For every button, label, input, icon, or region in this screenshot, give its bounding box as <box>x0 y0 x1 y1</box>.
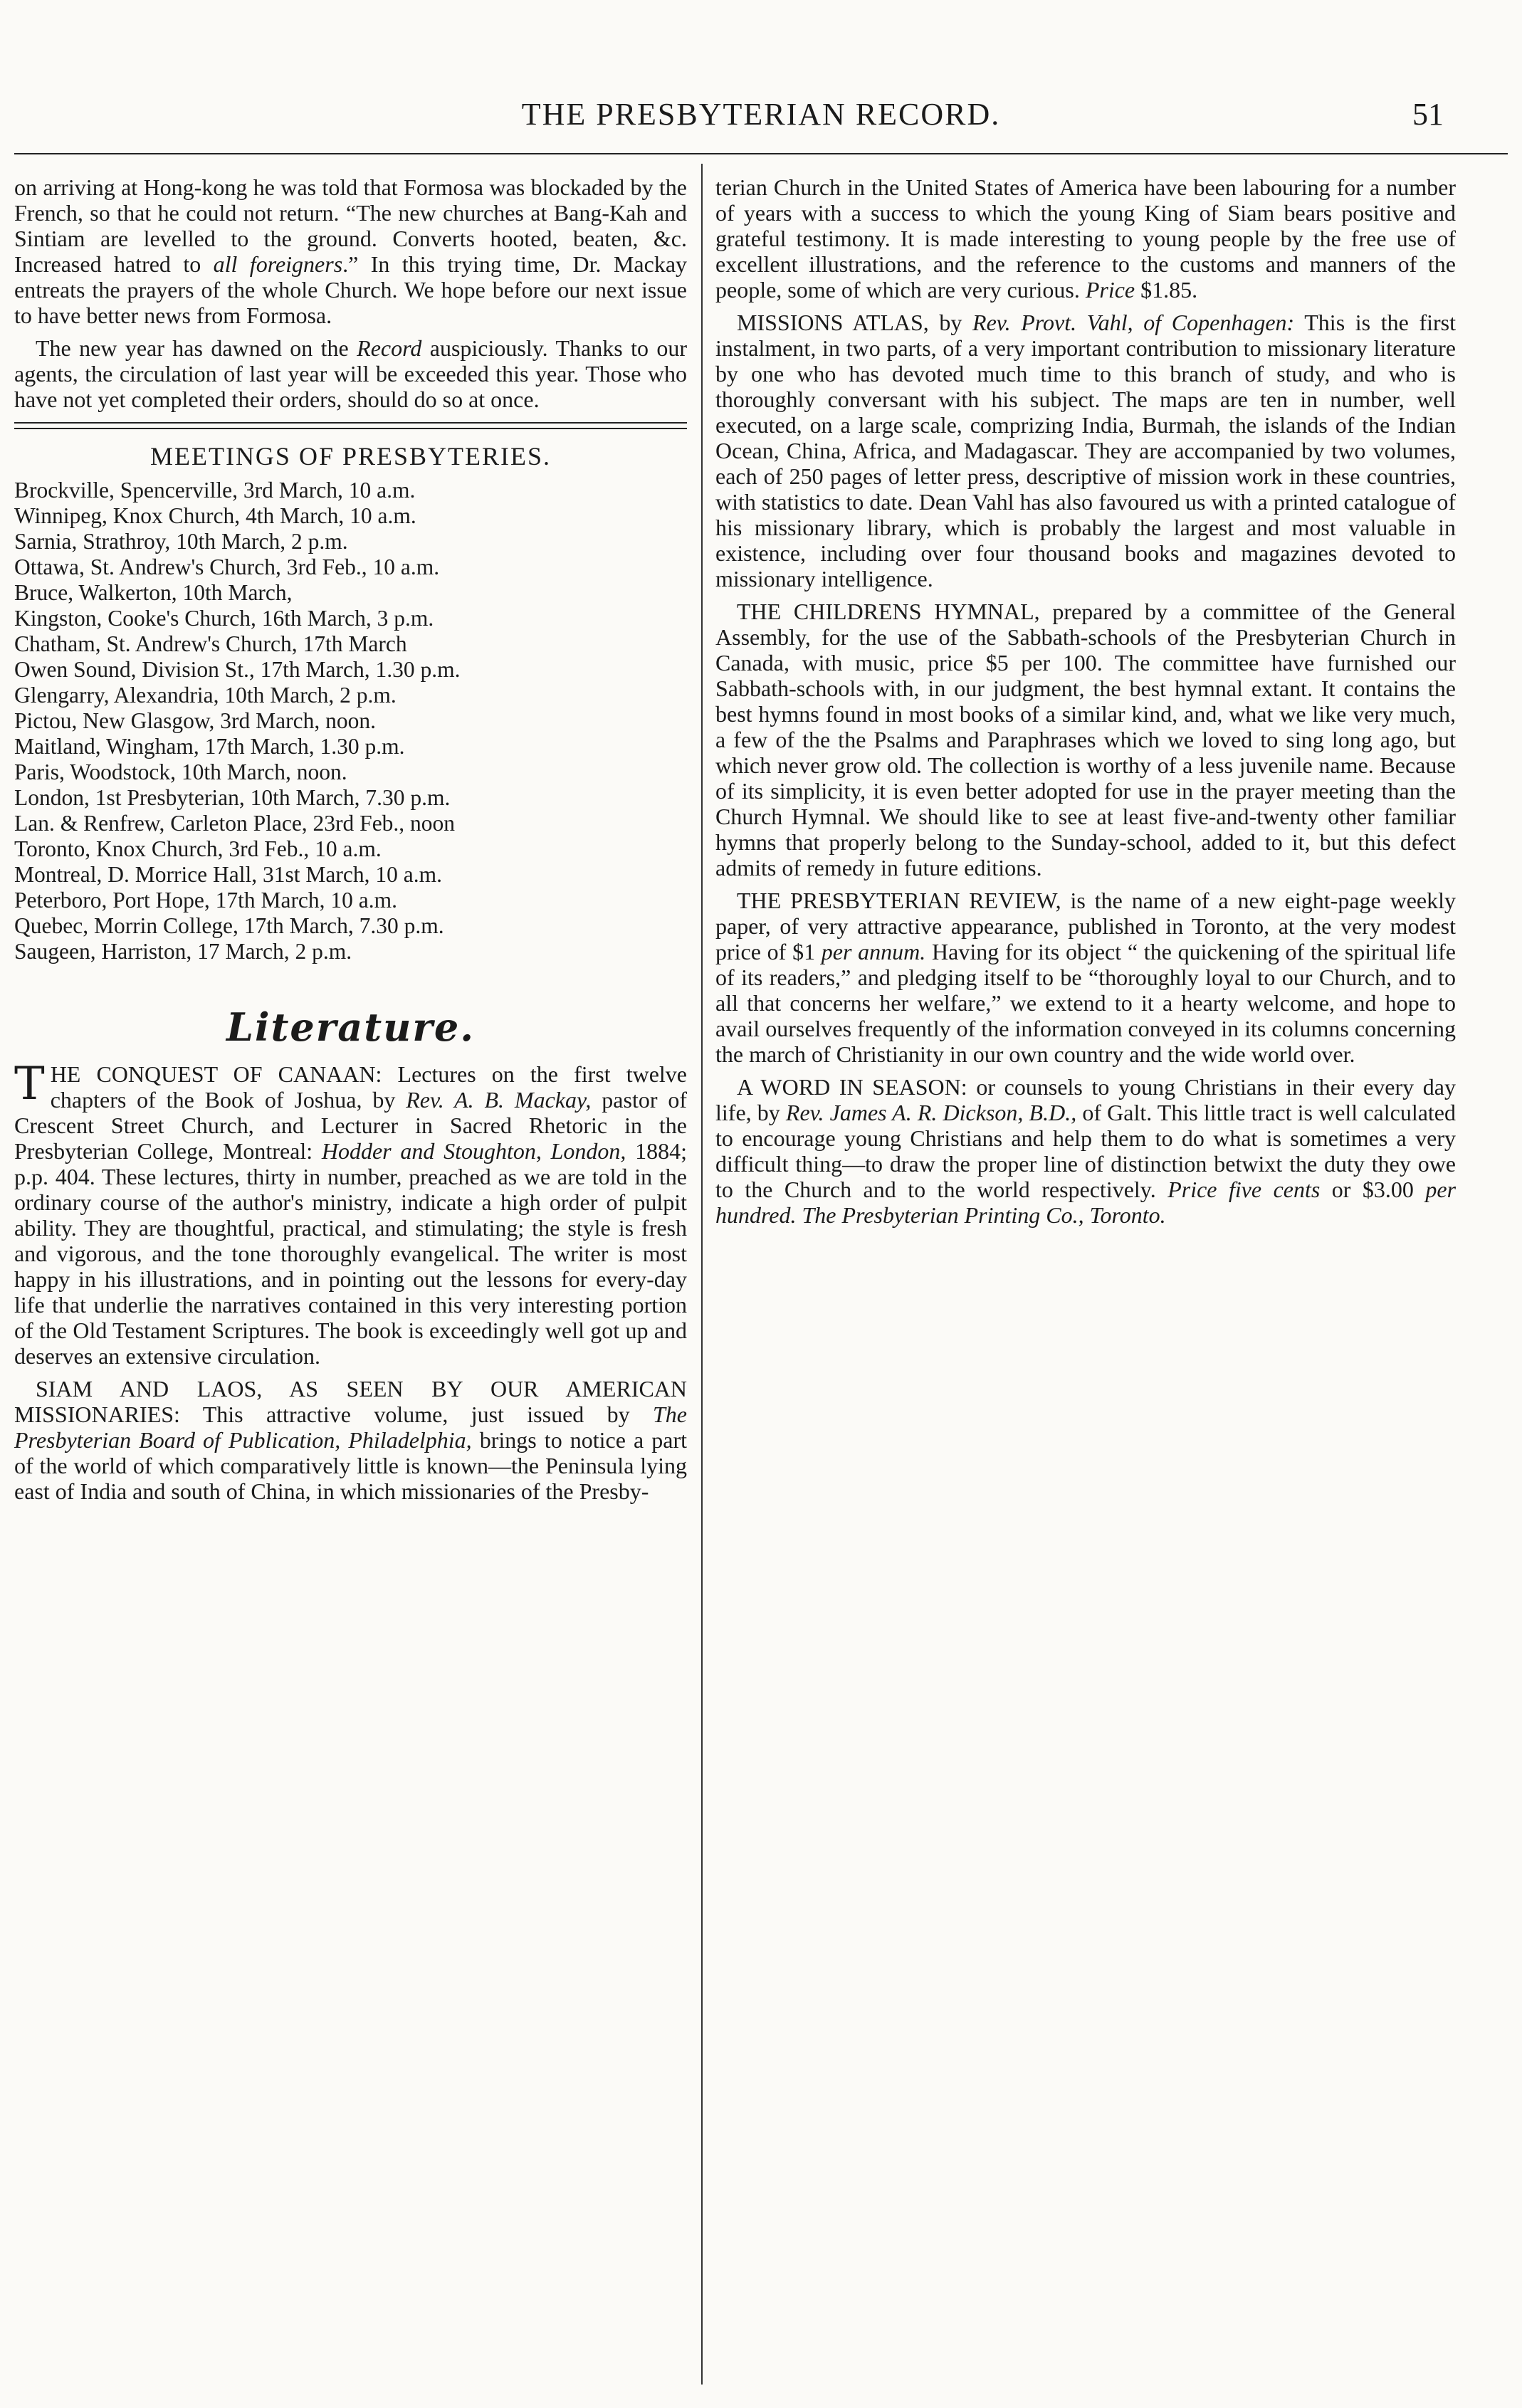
meeting-item: Brockville, Spencerville, 3rd March, 10 a.m. <box>14 478 416 503</box>
formosa-paragraph: on arriving at Hong-kong he was told that Formosa was blockaded by the French, so that he could not return. “The new churches at Bang-Kah and Sintiam are levelled to the ground. Converts hooted, beaten, &c. Increased hatred to all foreigners.” In this trying time, Dr. Mackay entreats the prayers of the whole Church. We hope before our next issue to have better news from Formosa. <box>14 174 688 328</box>
hymnal-review: THE CHILDRENS HYMNAL, prepared by a committee of the General Assembly, for the use of the Sabbath-schools of the Presbyterian Church in Canada, with music, price $5 per 100. The committee have furnished our Sabbath-schools with, in our judgment, the best hymnal extant. It contains the best hymns found in most books of a similar kind, and, what we like very much, a few of the the Psalms and Paraphrases which we loved to sing long ago, but which never grow old. The collection is worthy of a less juvenile name. Because of its simplicity, it is even better adopted for use in the prayer meeting than the Church Hymnal. We should like to see at least five-and-twenty other familiar hymns that properly belong to the Sunday-school, added to it, but this defect admits of remedy in future editions. <box>715 599 1457 880</box>
meeting-item: Toronto, Knox Church, 3rd Feb., 10 a.m. <box>14 836 382 861</box>
journal-title: THE PRESBYTERIAN RECORD. <box>521 97 1001 132</box>
section-rule <box>14 422 687 429</box>
conquest-review: THE CONQUEST OF CANAAN: Lectures on the first twelve chapters of the Book of Joshua, by Rev. A. B. Mackay, pastor of Crescent Street Church, and Lecturer in Sacred Rhetoric in the Presbyterian College, Montreal: Hodder and Stoughton, London, 1884; p.p. 404. These lectures, thirty in number, preached as we are told in the ordinary course of the author's ministry, indicate a high order of pulpit ability. They are thoughtful, practical, and stimulating; the style is fresh and vigorous, and the tone thoroughly evangelical. The writer is most happy in his illustrations, and in pointing out the lessons for every-day life that underlie the narratives contained in this very interesting portion of the Old Testament Scriptures. The book is exceedingly well got up and deserves an extensive circulation. <box>14 1058 688 1369</box>
page-header <box>0 0 1522 160</box>
meeting-item: Maitland, Wingham, 17th March, 1.30 p.m. <box>14 734 405 759</box>
presbyterian-review-notice: THE PRESBYTERIAN REVIEW, is the name of a new eight-page weekly paper, of very attractive appearance, published in Toronto, at the very modest price of $1 per annum. Having for its object “ the quickening of the spiritual life of its readers,” and pledging itself to be “thoroughly loyal to our Church, and to all that concerns her welfare,” we extend to it a hearty welcome, and hope to avail ourselves frequently of the information conveyed in its columns concerning the march of Christianity in our own country and the wide world over. <box>715 888 1457 1067</box>
meeting-item: Chatham, St. Andrew's Church, 17th March <box>14 631 407 656</box>
meeting-item: Ottawa, St. Andrew's Church, 3rd Feb., 10 a.m. <box>14 554 440 579</box>
meeting-item: Peterboro, Port Hope, 17th March, 10 a.m. <box>14 888 398 913</box>
siam-review-continued: terian Church in the United States of America have been labouring for a number of years with a success to which the young King of Siam bears positive and grateful testimony. It is made interesting to young people by the free use of excellent illustrations, and the reference to the customs and manners of the people, some of which are very curious. Price $1.85. <box>715 174 1456 303</box>
page-number: 51 <box>1412 97 1444 132</box>
literature-heading: Literature. <box>226 1004 476 1050</box>
column-divider <box>701 164 703 2385</box>
meeting-item: Quebec, Morrin College, 17th March, 7.30 p.m. <box>14 913 444 938</box>
meetings-heading: MEETINGS OF PRESBYTERIES. <box>149 442 552 470</box>
meeting-item: Sarnia, Strathroy, 10th March, 2 p.m. <box>14 529 348 554</box>
meetings-list <box>14 478 687 964</box>
meeting-item: London, 1st Presbyterian, 10th March, 7.30 p.m. <box>14 785 451 810</box>
meeting-item: Saugeen, Harriston, 17 March, 2 p.m. <box>14 939 352 964</box>
new-year-paragraph: The new year has dawned on the Record auspiciously. Thanks to our agents, the circulation of last year will be exceeded this year. Those who have not yet completed their orders, should do so at once. <box>14 335 688 412</box>
word-in-season-review: A WORD IN SEASON: or counsels to young Christians in their every day life, by Rev. James A. R. Dickson, B.D., of Galt. This little tract is well calculated to encourage young Christians and help them to do what is sometimes a very difficult thing—to draw the proper line of distinction betwixt the duty they owe to the Church and to the world respectively. Price five cents or $3.00 per hundred. The Presbyterian Printing Co., Toronto. <box>715 1074 1457 1228</box>
meeting-item: Bruce, Walkerton, 10th March, <box>14 580 293 605</box>
header-rule <box>14 153 1508 154</box>
meeting-item: Glengarry, Alexandria, 10th March, 2 p.m. <box>14 683 397 708</box>
meeting-item: Pictou, New Glasgow, 3rd March, noon. <box>14 708 376 733</box>
meeting-item: Paris, Woodstock, 10th March, noon. <box>14 759 347 784</box>
atlas-review: MISSIONS ATLAS, by Rev. Provt. Vahl, of Copenhagen: This is the first instalment, in two parts, of a very important contribution to missionary literature by one who has devoted much time to this branch of study, and who is thoroughly conversant with his subject. The maps are ten in number, well executed, on a large scale, comprizing India, Burmah, the islands of the Indian Ocean, China, Africa, and Madagascar. They are accompanied by two volumes, each of 250 pages of letter press, descriptive of mission work in these countries, with statistics to date. Dean Vahl has also favoured us with a printed catalogue of his missionary library, which is probably the largest and most valuable in existence, including over four thousand books and magazines devoted to missionary intelligence. <box>715 310 1457 592</box>
meeting-item: Owen Sound, Division St., 17th March, 1.30 p.m. <box>14 657 461 682</box>
siam-review: SIAM AND LAOS, AS SEEN BY OUR AMERICAN MISSIONARIES: This attractive volume, just issued by The Presbyterian Board of Publication, Philadelphia, brings to notice a part of the world of which comparatively little is known—the Peninsula lying east of India and south of China, in which missionaries of the Presby- <box>14 1376 688 1504</box>
meeting-item: Kingston, Cooke's Church, 16th March, 3 p.m. <box>14 606 434 631</box>
right-column <box>715 174 1456 1235</box>
left-column <box>14 174 687 1511</box>
drop-cap: T <box>14 1058 45 1110</box>
meeting-item: Winnipeg, Knox Church, 4th March, 10 a.m. <box>14 503 416 528</box>
meeting-item: Lan. & Renfrew, Carleton Place, 23rd Feb., noon <box>14 811 456 836</box>
meeting-item: Montreal, D. Morrice Hall, 31st March, 10 a.m. <box>14 862 442 887</box>
